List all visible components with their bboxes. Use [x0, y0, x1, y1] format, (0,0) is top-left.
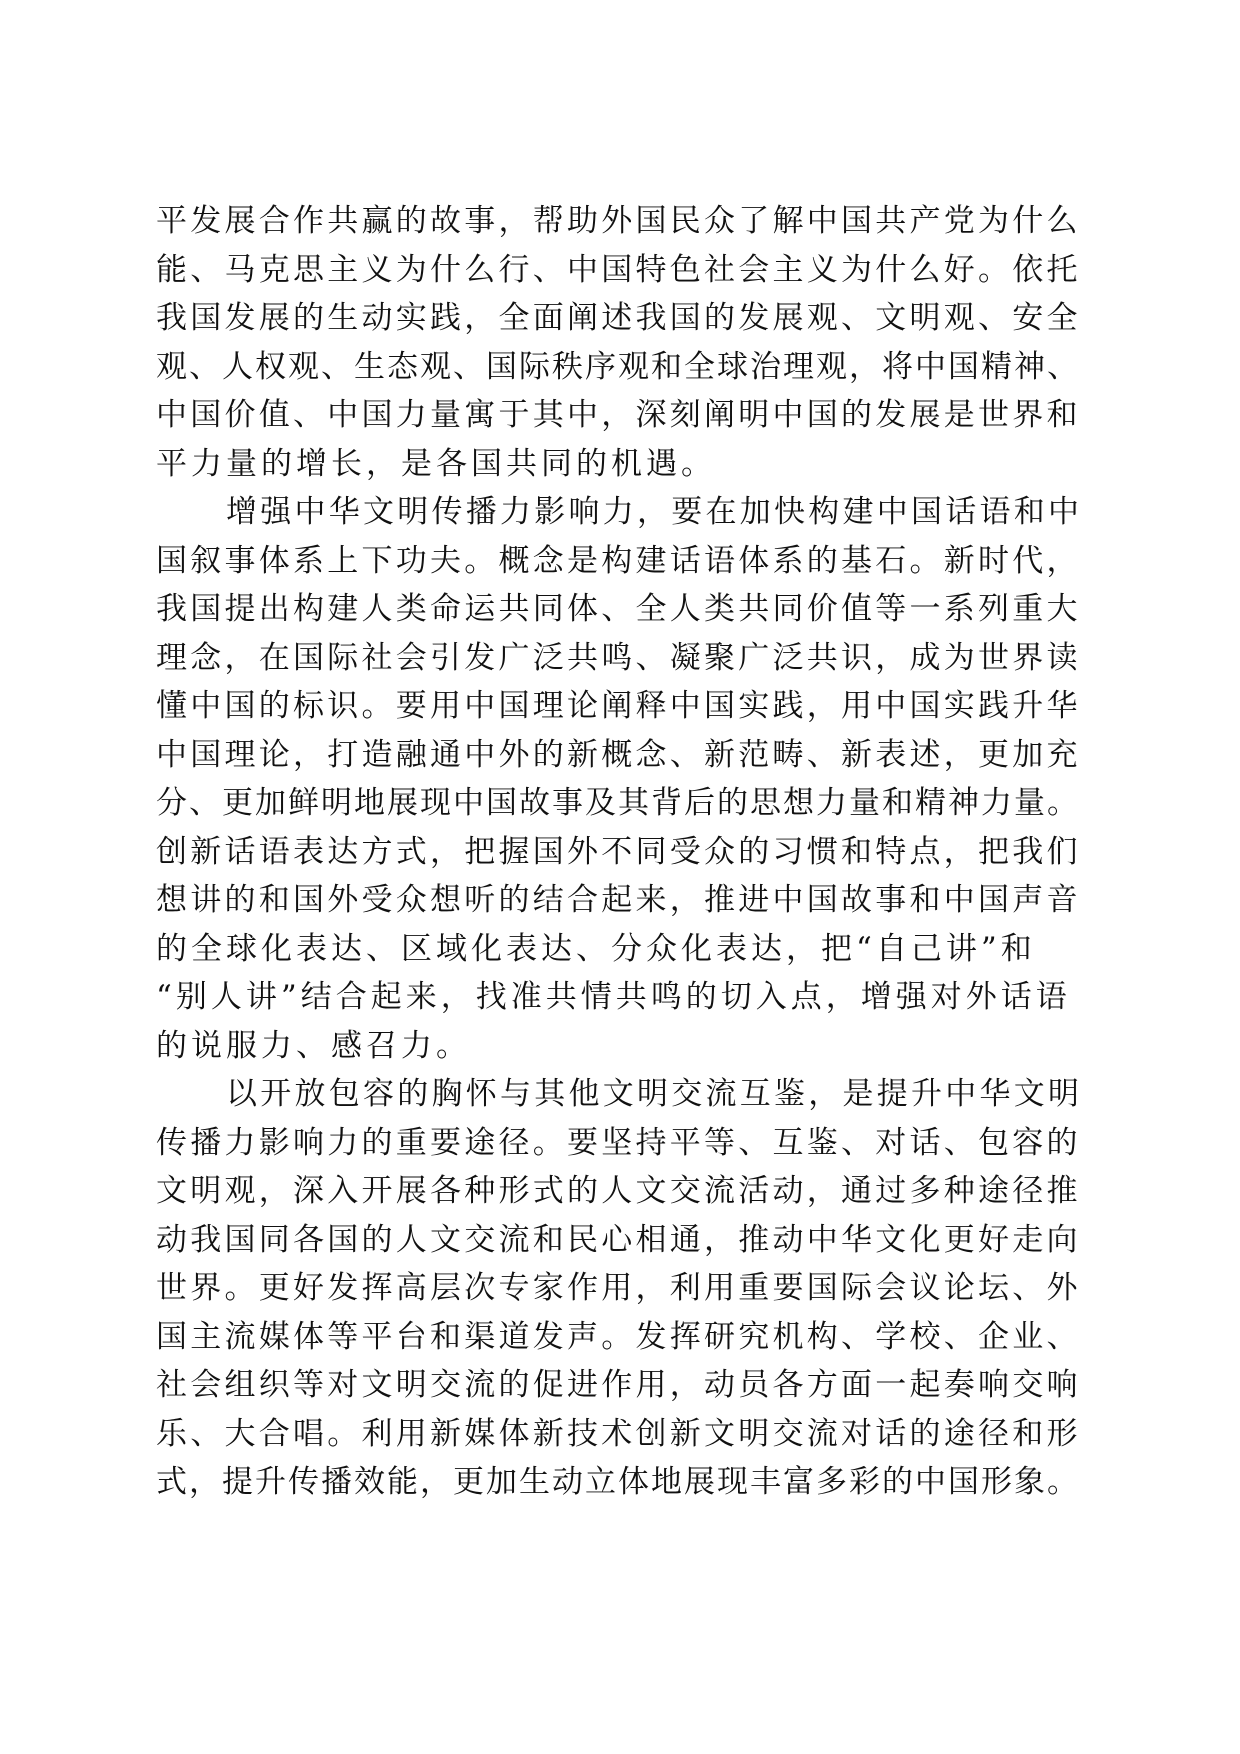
text-line: 懂中国的标识。要用中国理论阐释中国实践，用中国实践升华	[156, 688, 1081, 724]
text-line: 能、马克思主义为什么行、中国特色社会主义为什么好。依托	[156, 251, 1081, 288]
text-line: 创新话语表达方式，把握国外不同受众的习惯和特点，把我们	[156, 833, 1081, 870]
text-line: 动我国同各国的人文交流和民心相通，推动中华文化更好走向	[156, 1221, 1081, 1258]
text-line: 世界。更好发挥高层次专家作用，利用重要国际会议论坛、外	[156, 1270, 1081, 1306]
text-line: 乐、大合唱。利用新媒体新技术创新文明交流对话的途径和形	[156, 1415, 1081, 1452]
text-line: 中国价值、中国力量寓于其中，深刻阐明中国的发展是世界和	[156, 397, 1081, 433]
text-line: 我国提出构建人类命运共同体、全人类共同价值等一系列重大	[156, 591, 1081, 627]
text-line: “别人讲”结合起来，找准共情共鸣的切入点，增强对外话语	[156, 979, 1071, 1015]
text-line: 分、更加鲜明地展现中国故事及其背后的思想力量和精神力量。	[156, 785, 1080, 821]
body-text	[156, 197, 1086, 1507]
text-line: 平发展合作共赢的故事，帮助外国民众了解中国共产党为什么	[156, 203, 1081, 239]
text-line: 国叙事体系上下功夫。概念是构建话语体系的基石。新时代，	[156, 542, 1081, 579]
text-line: 我国发展的生动实践，全面阐述我国的发展观、文明观、安全	[156, 300, 1081, 336]
text-line: 的说服力、感召力。	[156, 1027, 471, 1064]
text-line: 国主流媒体等平台和渠道发声。发挥研究机构、学校、企业、	[156, 1318, 1081, 1355]
text-line: 文明观，深入开展各种形式的人文交流活动，通过多种途径推	[156, 1173, 1081, 1209]
paragraph-first-line: 以开放包容的胸怀与其他文明交流互鉴，是提升中华文明	[226, 1076, 1083, 1112]
text-line: 社会组织等对文明交流的促进作用，动员各方面一起奏响交响	[156, 1367, 1081, 1403]
text-line: 的全球化表达、区域化表达、分众化表达，把“自己讲”和	[156, 930, 1036, 967]
text-line: 想讲的和国外受众想听的结合起来，推进中国故事和中国声音	[156, 882, 1081, 918]
text-line: 观、人权观、生态观、国际秩序观和全球治理观，将中国精神、	[156, 348, 1080, 385]
paragraph-first-line: 增强中华文明传播力影响力，要在加快构建中国话语和中	[226, 494, 1083, 530]
text-line: 理念，在国际社会引发广泛共鸣、凝聚广泛共识，成为世界读	[156, 639, 1081, 676]
text-line: 式，提升传播效能，更加生动立体地展现丰富多彩的中国形象。	[156, 1464, 1080, 1500]
text-line: 中国理论，打造融通中外的新概念、新范畴、新表述，更加充	[156, 736, 1081, 773]
text-line: 平力量的增长，是各国共同的机遇。	[156, 445, 716, 482]
text-line: 传播力影响力的重要途径。要坚持平等、互鉴、对话、包容的	[156, 1124, 1081, 1161]
